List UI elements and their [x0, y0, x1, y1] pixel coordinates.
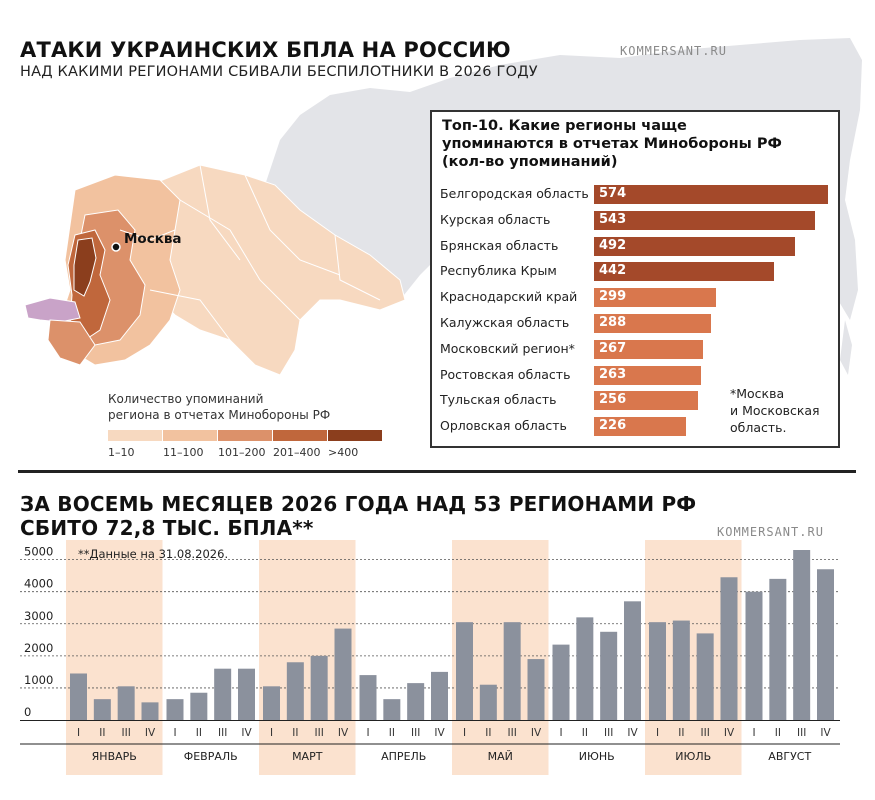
- legend-title-line2: региона в отчетах Минобороны РФ: [108, 408, 331, 422]
- week-tick-label: II: [99, 727, 106, 739]
- weekly-headline-line1: ЗА ВОСЕМЬ МЕСЯЦЕВ 2026 ГОДА НАД 53 РЕГИОНАМИ РФ: [20, 492, 697, 516]
- week-tick-label: I: [366, 727, 370, 739]
- weekly-bar: [431, 672, 448, 720]
- top10-bar: [594, 237, 795, 256]
- top10-bar-value: 299: [599, 289, 627, 305]
- top10-row-label: Белгородская область: [440, 186, 589, 201]
- weekly-bar: [190, 693, 207, 720]
- weekly-bar: [456, 622, 473, 720]
- top10-bar-value: 263: [599, 366, 627, 382]
- legend-label: 101–200: [218, 446, 266, 459]
- weekly-bar: [118, 686, 135, 720]
- week-tick-label: II: [485, 727, 492, 739]
- weekly-bar: [70, 673, 87, 720]
- legend-swatch: [328, 430, 382, 441]
- top10-bar: [594, 391, 698, 410]
- top10-bar: [594, 417, 686, 436]
- weekly-bar: [360, 675, 377, 720]
- weekly-bar: [263, 686, 280, 720]
- month-label: ИЮНЬ: [578, 750, 615, 763]
- weekly-bar: [407, 683, 424, 720]
- weekly-bar: [769, 579, 786, 720]
- month-label: МАРТ: [292, 750, 323, 763]
- top10-row-label: Калужская область: [440, 315, 570, 330]
- week-tick-label: I: [173, 727, 177, 739]
- brand-top: KOMMERSANT.RU: [620, 44, 727, 58]
- weekly-bar: [214, 669, 231, 720]
- weekly-bar: [335, 629, 352, 720]
- legend-label: 11–100: [163, 446, 204, 459]
- week-tick-label: I: [76, 727, 81, 739]
- week-tick-label: III: [314, 727, 324, 739]
- week-tick-label: II: [195, 727, 202, 739]
- weekly-bar: [553, 645, 570, 720]
- weekly-bar: [673, 621, 690, 720]
- y-tick-label: 5000: [24, 544, 54, 559]
- legend-swatch: [218, 430, 272, 441]
- top10-row-label: Тульская область: [440, 392, 557, 408]
- weekly-bar: [311, 656, 328, 720]
- top10-bar-value: 226: [599, 418, 627, 434]
- top10-bar-value: 288: [599, 315, 627, 330]
- week-tick-label: II: [774, 727, 781, 739]
- weekly-bar: [142, 702, 159, 720]
- weekly-bar: [576, 617, 593, 720]
- map-subheadline: НАД КАКИМИ РЕГИОНАМИ СБИВАЛИ БЕСПИЛОТНИКИ В 2026 ГОДУ: [20, 64, 538, 80]
- top10-title: [442, 117, 837, 171]
- top10-footnote-line2: и Московская: [730, 403, 820, 418]
- top10-bar-value: 256: [599, 392, 627, 408]
- weekly-bar: [528, 659, 545, 720]
- week-tick-label: II: [388, 727, 395, 739]
- month-highlight-band: [66, 540, 163, 775]
- top10-bar: [594, 314, 711, 333]
- weekly-chart: [0, 540, 875, 775]
- top10-bar: [594, 185, 828, 204]
- top10-row-label: Брянская область: [440, 237, 559, 253]
- city-label-moscow: Москва: [124, 231, 182, 247]
- top10-bar: [594, 288, 716, 307]
- top10-bar-value: 543: [599, 211, 627, 227]
- week-tick-label: IV: [723, 727, 735, 739]
- week-tick-label: I: [559, 727, 563, 739]
- week-tick-label: IV: [241, 727, 252, 739]
- week-tick-label: IV: [627, 727, 638, 739]
- top10-row-label: Краснодарский край: [440, 289, 578, 305]
- weekly-bar: [793, 550, 810, 720]
- top10-row-label: Курская область: [440, 211, 551, 227]
- top10-row-label: Республика Крым: [440, 263, 557, 279]
- weekly-bar: [746, 592, 763, 720]
- month-label: АВГУСТ: [768, 750, 812, 763]
- weekly-bar: [383, 699, 400, 720]
- legend-swatch: [108, 430, 162, 441]
- week-tick-label: IV: [820, 727, 831, 739]
- map-headline: АТАКИ УКРАИНСКИХ БПЛА НА РОССИЮ: [20, 38, 511, 62]
- week-tick-label: III: [218, 727, 228, 739]
- brand-bottom: KOMMERSANT.RU: [717, 525, 824, 539]
- legend-title-line1: Количество упоминаний: [108, 392, 264, 406]
- top10-row-label: Московский регион*: [440, 340, 575, 356]
- month-label: АПРЕЛЬ: [381, 750, 427, 763]
- top10-bar-value: 442: [599, 263, 627, 279]
- weekly-bar: [238, 669, 255, 720]
- region-fill-crimea: [25, 298, 80, 322]
- weekly-bar: [817, 569, 834, 720]
- week-tick-label: III: [700, 727, 710, 739]
- legend-swatch: [163, 430, 217, 441]
- week-tick-label: I: [462, 727, 467, 739]
- y-tick-label: 3000: [24, 608, 54, 623]
- legend-label: 1–10: [108, 446, 135, 459]
- weekly-bar: [697, 633, 714, 720]
- map-legend: [108, 428, 388, 463]
- top10-bar: [594, 340, 703, 359]
- weekly-bar: [721, 577, 738, 720]
- legend-label: 201–400: [273, 446, 321, 459]
- week-tick-label: III: [411, 727, 421, 739]
- top10-panel: [430, 110, 840, 448]
- week-tick-label: III: [121, 727, 131, 739]
- top10-row-label: Ростовская область: [440, 366, 571, 382]
- week-tick-label: III: [797, 727, 807, 739]
- weekly-bar: [94, 699, 111, 720]
- week-tick-label: I: [752, 727, 756, 739]
- sakhalin-outline: [840, 320, 852, 375]
- month-label: ЯНВАРЬ: [91, 750, 137, 763]
- week-tick-label: I: [269, 727, 274, 739]
- y-tick-label: 4000: [24, 576, 54, 591]
- week-tick-label: III: [604, 727, 614, 739]
- weekly-note: **Данные на 31.08.2026.: [78, 547, 229, 561]
- month-label: МАЙ: [487, 750, 513, 763]
- week-tick-label: II: [678, 727, 685, 739]
- top10-bar: [594, 262, 774, 281]
- top10-title-line3: (кол-во упоминаний): [442, 154, 618, 170]
- weekly-bar: [624, 601, 641, 720]
- week-tick-label: IV: [434, 727, 445, 739]
- week-tick-label: II: [292, 727, 299, 739]
- legend-swatch: [273, 430, 327, 441]
- weekly-bar: [504, 622, 521, 720]
- y-tick-label: 1000: [24, 672, 54, 687]
- week-tick-label: III: [507, 727, 517, 739]
- y-tick-label: 0: [24, 705, 32, 719]
- week-tick-label: IV: [530, 727, 542, 739]
- weekly-bar: [287, 662, 304, 720]
- top10-title-line1: Топ-10. Какие регионы чаще: [442, 118, 687, 134]
- top10-bar-value: 492: [599, 237, 627, 253]
- top10-bar-value: 574: [599, 186, 627, 201]
- top10-bar-value: 267: [599, 340, 627, 356]
- y-tick-label: 2000: [24, 640, 54, 655]
- week-tick-label: I: [655, 727, 660, 739]
- week-tick-label: II: [581, 727, 588, 739]
- week-tick-label: IV: [144, 727, 156, 739]
- week-tick-label: IV: [337, 727, 349, 739]
- top10-footnote-line1: *Москва: [730, 386, 785, 401]
- weekly-bar: [600, 632, 617, 720]
- top10-bar: [594, 366, 701, 385]
- weekly-bar: [167, 699, 184, 720]
- legend-label: >400: [328, 446, 359, 459]
- top10-footnote: [730, 385, 820, 436]
- top10-title-line2: упоминаются в отчетах Минобороны РФ: [442, 136, 782, 152]
- section-divider: [18, 470, 856, 473]
- month-label: ИЮЛЬ: [675, 750, 712, 763]
- moscow-marker: [112, 243, 120, 251]
- weekly-bar: [649, 622, 666, 720]
- month-label: ФЕВРАЛЬ: [183, 750, 238, 763]
- weekly-headline-line2: СБИТО 72,8 ТЫС. БПЛА**: [20, 516, 314, 540]
- top10-bar: [594, 211, 815, 230]
- weekly-bar: [480, 685, 497, 720]
- top10-footnote-line3: область.: [730, 420, 787, 435]
- top10-row-label: Орловская область: [440, 418, 567, 434]
